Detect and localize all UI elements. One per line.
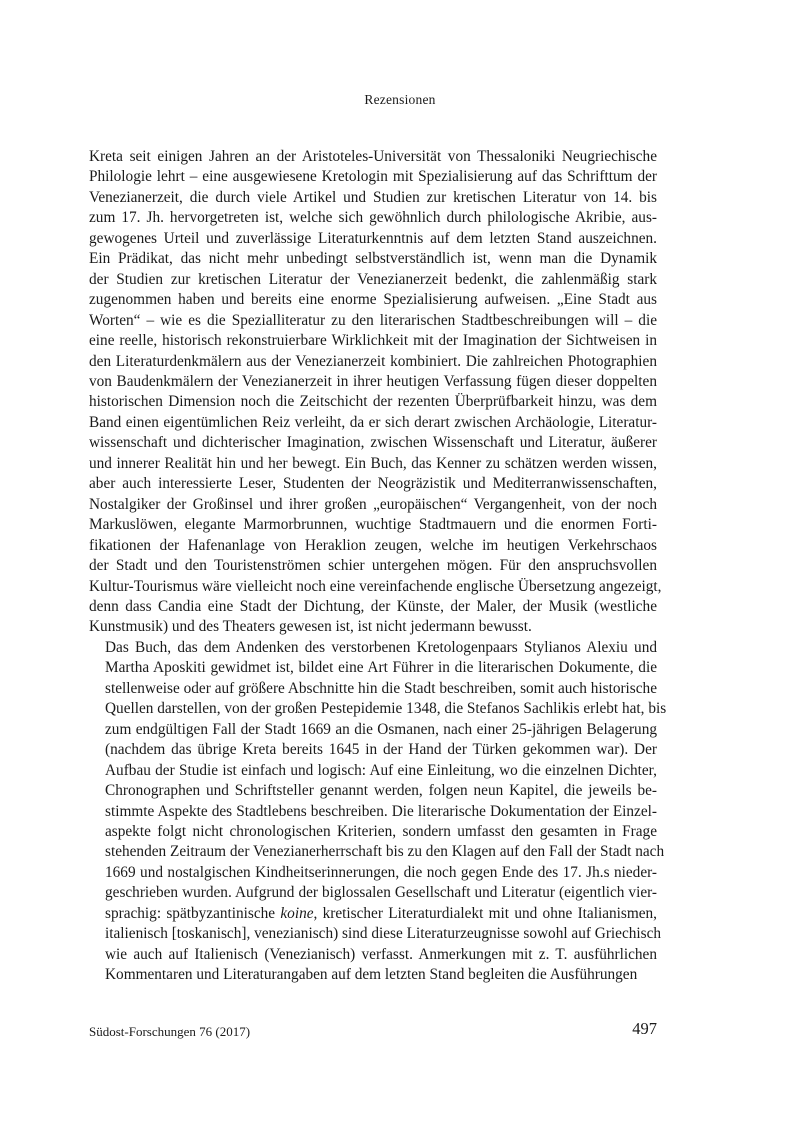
- text-line: Martha Aposkiti gewidmet ist, bildet eine Art Führer in die literarischen Dokumente, die: [105, 659, 657, 677]
- text-line: der Studien zur kretischen Literatur der Venezianerzeit bedenkt, die zahlenmäßig stark: [89, 270, 657, 288]
- text-line: gewogenes Urteil und zuverlässige Literaturkenntnis auf dem letzten Stand auszeichnen.: [89, 229, 657, 247]
- journal-citation: Südost-Forschungen 76 (2017): [89, 1024, 251, 1039]
- text-line: und innerer Realität hin und her bewegt. Ein Buch, das Kenner zu schätzen werden wissen,: [89, 454, 657, 472]
- text-line: zugenommen haben und bereits eine enorme Spezialisierung aufweisen. „Eine Stadt aus: [89, 291, 657, 309]
- text-line: aber auch interessierte Leser, Studenten der Neogräzistik und Mediterranwissenschaften,: [89, 475, 657, 493]
- page-number: 497: [632, 1019, 657, 1038]
- paragraph-1: [89, 147, 662, 638]
- running-header: Rezensionen: [364, 92, 436, 107]
- text-line: sprachig: spätbyzantinische koine, kretischer Literaturdialekt mit und ohne Italianismen,: [105, 904, 657, 922]
- text-line: (nachdem das übrige Kreta bereits 1645 in der Hand der Türken gekommen war). Der: [105, 741, 657, 759]
- text-line: Kultur-Tourismus wäre vielleicht noch eine vereinfachende englische Übersetzung angezeigt,: [89, 577, 662, 595]
- text-line: stehenden Zeitraum der Venezianerherrschaft bis zu den Klagen auf den Fall der Stadt nach: [105, 843, 665, 861]
- text-line: stimmte Aspekte des Stadtlebens beschreiben. Die literarische Dokumentation der Einzel-: [105, 802, 657, 820]
- text-line: Aufbau der Studie ist einfach und logisch: Auf eine Einleitung, wo die einzelnen Dichter,: [105, 761, 657, 779]
- text-line: Das Buch, das dem Andenken des verstorbenen Kretologenpaars Stylianos Alexiu und: [105, 638, 657, 656]
- text-line: 1669 und nostalgischen Kindheitserinnerungen, die noch gegen Ende des 17. Jh.s nieder-: [105, 863, 657, 881]
- text-line: Chronographen und Schriftsteller genannt werden, folgen neun Kapitel, die jeweils be-: [105, 782, 657, 800]
- text-line: eine reelle, historisch rekonstruierbare Wirklichkeit mit der Imagination der Sichtweisen in: [89, 332, 657, 350]
- text-line: den Literaturdenkmälern aus der Venezianerzeit kombiniert. Die zahlreichen Photographien: [89, 352, 657, 370]
- text-line: denn dass Candia eine Stadt der Dichtung, der Künste, der Maler, der Musik (westliche: [89, 597, 657, 615]
- text-line: fikationen der Hafenanlage von Heraklion zeugen, welche im heutigen Verkehrschaos: [89, 536, 657, 554]
- text-line: von Baudenkmälern der Venezianerzeit in ihrer heutigen Verfassung fügen dieser doppelten: [89, 372, 657, 390]
- text-line: Philologie lehrt – eine ausgewiesene Kretologin mit Spezialisierung auf das Schrifttum der: [89, 168, 657, 186]
- text-line: italienisch [toskanisch], venezianisch) sind diese Literaturzeugnisse sowohl auf Griechisch: [105, 925, 662, 943]
- text-line: Kunstmusik) und des Theaters gewesen ist, ist nicht jedermann bewusst.: [89, 618, 532, 636]
- text-line: der Stadt und den Touristenströmen schier untergehen mögen. Für den anspruchsvollen: [89, 557, 657, 575]
- text-line: aspekte folgt nicht chronologischen Kriterien, sondern umfasst den gesamten in Frage: [105, 822, 657, 840]
- text-line: Quellen darstellen, von der großen Pestepidemie 1348, die Stefanos Sachlikis erlebt hat, bis: [105, 700, 667, 718]
- text-line: wie auch auf Italienisch (Venezianisch) verfasst. Anmerkungen mit z. T. ausführlichen: [105, 945, 657, 963]
- paragraph-2: [89, 638, 667, 986]
- text-line: Band einen eigentümlichen Reiz verleiht, da er sich derart zwischen Archäologie, Literatur-: [89, 413, 657, 431]
- text-line: wissenschaft und dichterischer Imagination, zwischen Wissenschaft und Literatur, äußerer: [89, 434, 657, 452]
- article-body: [89, 147, 667, 986]
- text-line: stellenweise oder auf größere Abschnitte hin die Stadt beschreiben, somit auch historische: [105, 679, 657, 697]
- text-line: Nostalgiker der Großinsel und ihrer großen „europäischen“ Vergangenheit, von der noch: [89, 495, 657, 513]
- text-line: zum endgültigen Fall der Stadt 1669 an die Osmanen, nach einer 25-jährigen Belagerung: [105, 720, 657, 738]
- text-line: Venezianerzeit, die durch viele Artikel und Studien zur kretischen Literatur von 14. bis: [89, 188, 657, 206]
- text-line: Kommentaren und Literaturangaben auf dem letzten Stand begleiten die Ausführungen: [105, 966, 638, 984]
- text-line: historischen Dimension noch die Zeitschicht der rezenten Überprüfbarkeit hinzu, was dem: [89, 393, 657, 411]
- text-line: Markuslöwen, elegante Marmorbrunnen, wuchtige Stadtmauern und die enormen Forti-: [89, 516, 657, 534]
- text-line: zum 17. Jh. hervorgetreten ist, welche sich gewöhnlich durch philologische Akribie, aus-: [89, 209, 657, 227]
- text-line: Kreta seit einigen Jahren an der Aristoteles-Universität von Thessaloniki Neugriechische: [89, 148, 657, 165]
- text-line: Worten“ – wie es die Spezialliteratur zu den literarischen Stadtbeschreibungen will – die: [89, 311, 657, 329]
- italic-term: koine: [280, 904, 314, 922]
- text-line: Ein Prädikat, das nicht mehr unbedingt selbstverständlich ist, wenn man die Dynamik: [89, 250, 657, 268]
- text-line: geschrieben wurden. Aufgrund der biglossalen Gesellschaft und Literatur (eigentlich vier-: [105, 884, 657, 902]
